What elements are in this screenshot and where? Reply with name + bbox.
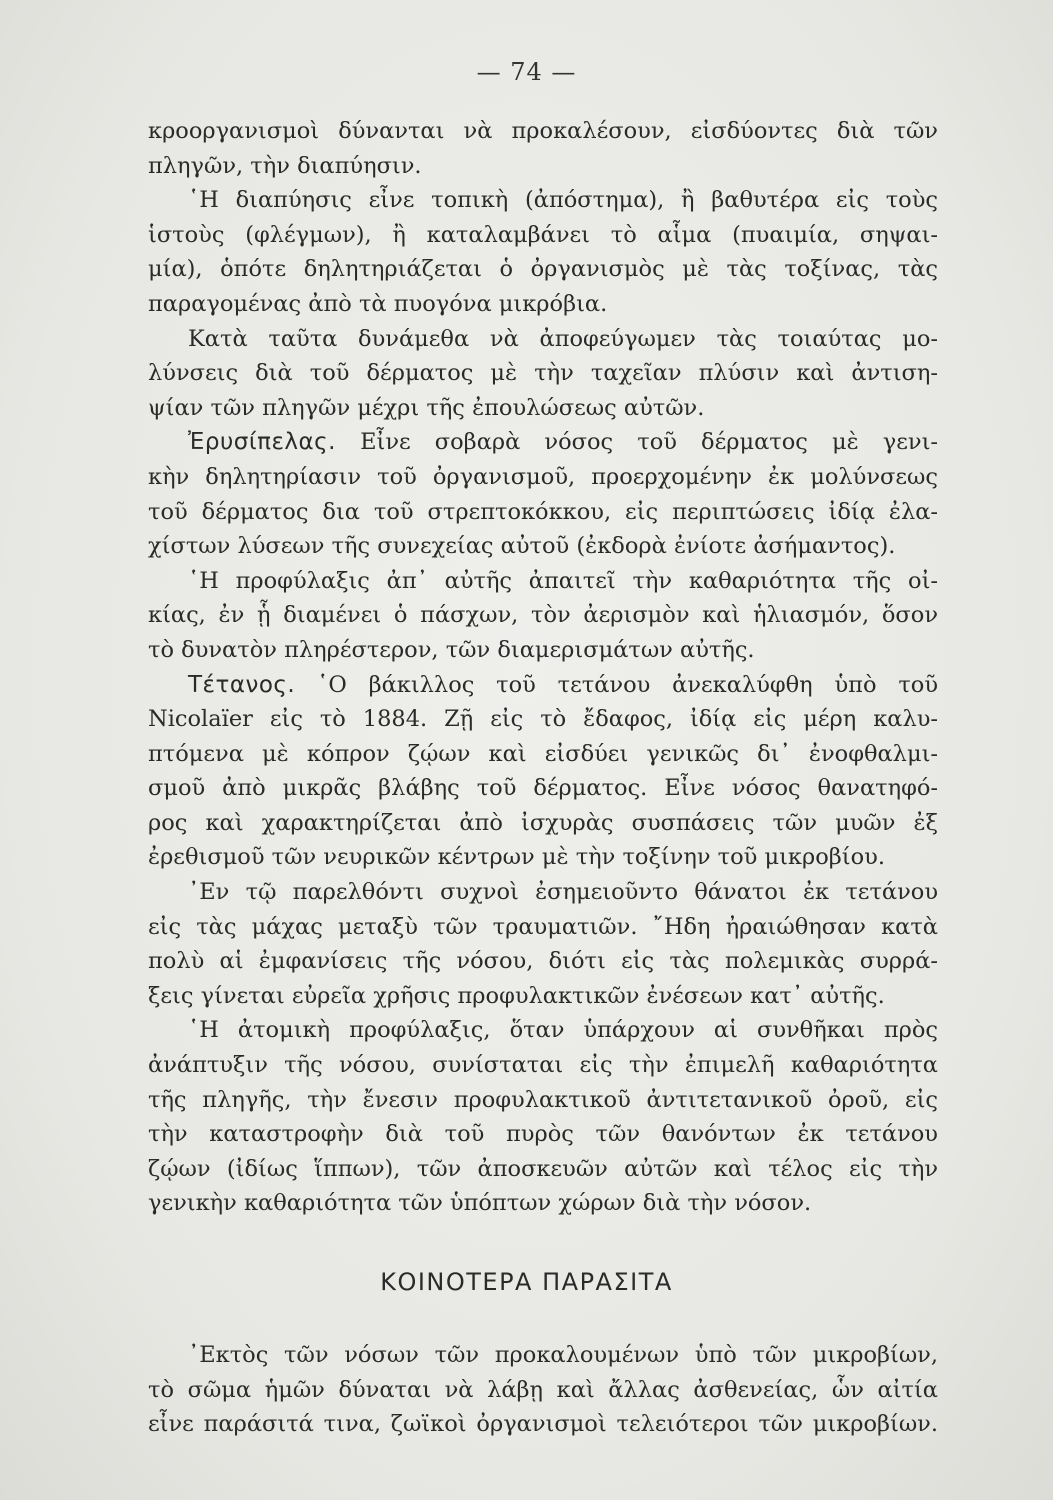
text-line: ῾Η προφύλαξις ἀπ᾿ αὐτῆς ἀπαιτεῖ τὴν καθαριότητα τῆς οἰ- [188,567,938,594]
text-line: τὸ δυνατὸν πληρέστερον, τῶν διαμερισμάτων αὐτῆς. [148,636,755,663]
text-line: παραγομένας ἀπὸ τὰ πυογόνα μικρόβια. [148,290,608,317]
text-line: ἀνάπτυξιν τῆς νόσου, συνίσταται εἰς τὴν ἐπιμελῆ καθαριότητα [148,1052,938,1079]
text-line: ᾿Εκτὸς τῶν νόσων τῶν προκαλουμένων ὑπὸ τῶν μικροβίων, [188,1342,938,1368]
text-line: τὸ σῶμα ἡμῶν δύναται νὰ λάβῃ καὶ ἄλλας ἀσθενείας, ὧν αἰτία [148,1376,938,1403]
text-run: Εἶνε σοβαρὰ νόσος τοῦ δέρματος μὲ γενι- [335,429,938,456]
text-line: ῾Η διαπύησις εἶνε τοπικὴ (ἀπόστημα), ἢ βαθυτέρα εἰς τοὺς [188,187,938,214]
paragraph-2 [148,183,938,321]
text-line: ψίαν τῶν πληγῶν μέχρι τῆς ἐπουλώσεως αὐτῶν. [148,394,705,421]
section-title: ΚΟΙΝΟΤΕΡΑ ΠΑΡΑΣΙΤΑ [380,1268,673,1296]
paragraph-5 [148,564,938,668]
text-line: ξεις γίνεται εὐρεῖα χρῆσις προφυλακτικῶν ἐνέσεων κατ᾿ αὐτῆς. [148,982,885,1009]
paragraph-3 [148,322,938,426]
text-line: σμοῦ ἀπὸ μικρᾶς βλάβης τοῦ δέρματος. Εἶνε νόσος θανατηφό- [148,775,938,802]
text-line: πτόμενα μὲ κόπρον ζῴων καὶ εἰσδύει γενικῶς δι᾿ ἐνοφθαλμι- [148,740,938,767]
text-line: πληγῶν, τὴν διαπύησιν. [148,152,422,179]
text-line: ῾Η ἀτομικὴ προφύλαξις, ὅταν ὑπάρχουν αἱ συνθῆκαι πρὸς [188,1017,938,1044]
paragraph-8 [148,1013,938,1221]
text-line: ρος καὶ χαρακτηρίζεται ἀπὸ ἰσχυρὰς συσπάσεις τῶν μυῶν ἐξ [148,809,938,836]
text-line: εἰς τὰς μάχας μεταξὺ τῶν τραυματιῶν. ῎Ηδη ἠραιώθησαν κατὰ [148,913,938,940]
text-line: κροοργανισμοὶ δύνανται νὰ προκαλέσουν, εἰσδύοντες διὰ τῶν [148,118,938,144]
text-line: ζῴων (ἰδίως ἵππων), τῶν ἀποσκευῶν αὐτῶν καὶ τέλος εἰς τὴν [148,1155,938,1182]
text-line: κίας, ἐν ᾗ διαμένει ὁ πάσχων, τὸν ἀερισμὸν καὶ ἡλιασμόν, ὅσον [148,602,938,629]
text-line: τὴν καταστροφὴν διὰ τοῦ πυρὸς τῶν θανόντων ἐκ τετάνου [148,1121,938,1148]
text-line: λύνσεις διὰ τοῦ δέρματος μὲ τὴν ταχεῖαν πλύσιν καὶ ἀντιση- [148,360,938,387]
text-line: Κατὰ ταῦτα δυνάμεθα νὰ ἀποφεύγωμεν τὰς τοιαύτας μο- [188,325,938,352]
section-paragraph [148,1338,938,1442]
text-line: τῆς πληγῆς, τὴν ἔνεσιν προφυλακτικοῦ ἀντιτετανικοῦ ὀροῦ, εἰς [148,1086,938,1113]
text-line: ἐρεθισμοῦ τῶν νευρικῶν κέντρων μὲ τὴν τοξίνην τοῦ μικροβίου. [148,844,885,871]
text-line: χίστων λύσεων τῆς συνεχείας αὐτοῦ (ἐκδορὰ ἐνίοτε ἀσήμαντος). [148,533,896,560]
paragraph-tetanus [148,668,938,876]
text-line: κὴν δηλητηρίασιν τοῦ ὀργανισμοῦ, προερχομένην ἐκ μολύνσεως [148,463,938,490]
page-number: — 74 — [476,58,577,86]
text-run: ῾Ο βάκιλλος τοῦ τετάνου ἀνεκαλύφθη ὑπὸ τοῦ [295,671,938,698]
section-text [148,1338,938,1442]
term-tetanus: Τέτανος. [188,671,296,698]
text-line [148,425,938,460]
text-line: ᾿Εν τῷ παρελθόντι συχνοὶ ἐσημειοῦντο θάνατοι ἐκ τετάνου [188,879,938,906]
text-line: τοῦ δέρματος δια τοῦ στρεπτοκόκκου, εἰς περιπτώσεις ἰδίᾳ ἐλα- [148,498,938,525]
text-line [148,668,938,703]
term-erysipelas: Ἐρυσίπελας. [188,429,336,456]
paragraph-7 [148,875,938,1013]
text-line: ἱστοὺς (φλέγμων), ἢ καταλαμβάνει τὸ αἷμα (πυαιμία, σηψαι- [148,221,938,248]
text-line: γενικὴν καθαριότητα τῶν ὑπόπτων χώρων διὰ τὴν νόσον. [148,1190,812,1217]
main-text [148,114,938,1221]
paragraph-1 [148,114,938,183]
text-line: Nicolaïer εἰς τὸ 1884. Ζῇ εἰς τὸ ἔδαφος, ἰδίᾳ εἰς μέρη καλυ- [148,706,938,733]
text-line: πολὺ αἱ ἐμφανίσεις τῆς νόσου, διότι εἰς τὰς πολεμικὰς συρρά- [148,948,938,975]
text-line: μία), ὁπότε δηλητηριάζεται ὁ ὀργανισμὸς μὲ τὰς τοξίνας, τὰς [148,256,938,283]
text-line: εἶνε παράσιτά τινα, ζωϊκοὶ ὀργανισμοὶ τελειότεροι τῶν μικροβίων. [148,1411,938,1438]
paragraph-erysipelas [148,425,938,563]
